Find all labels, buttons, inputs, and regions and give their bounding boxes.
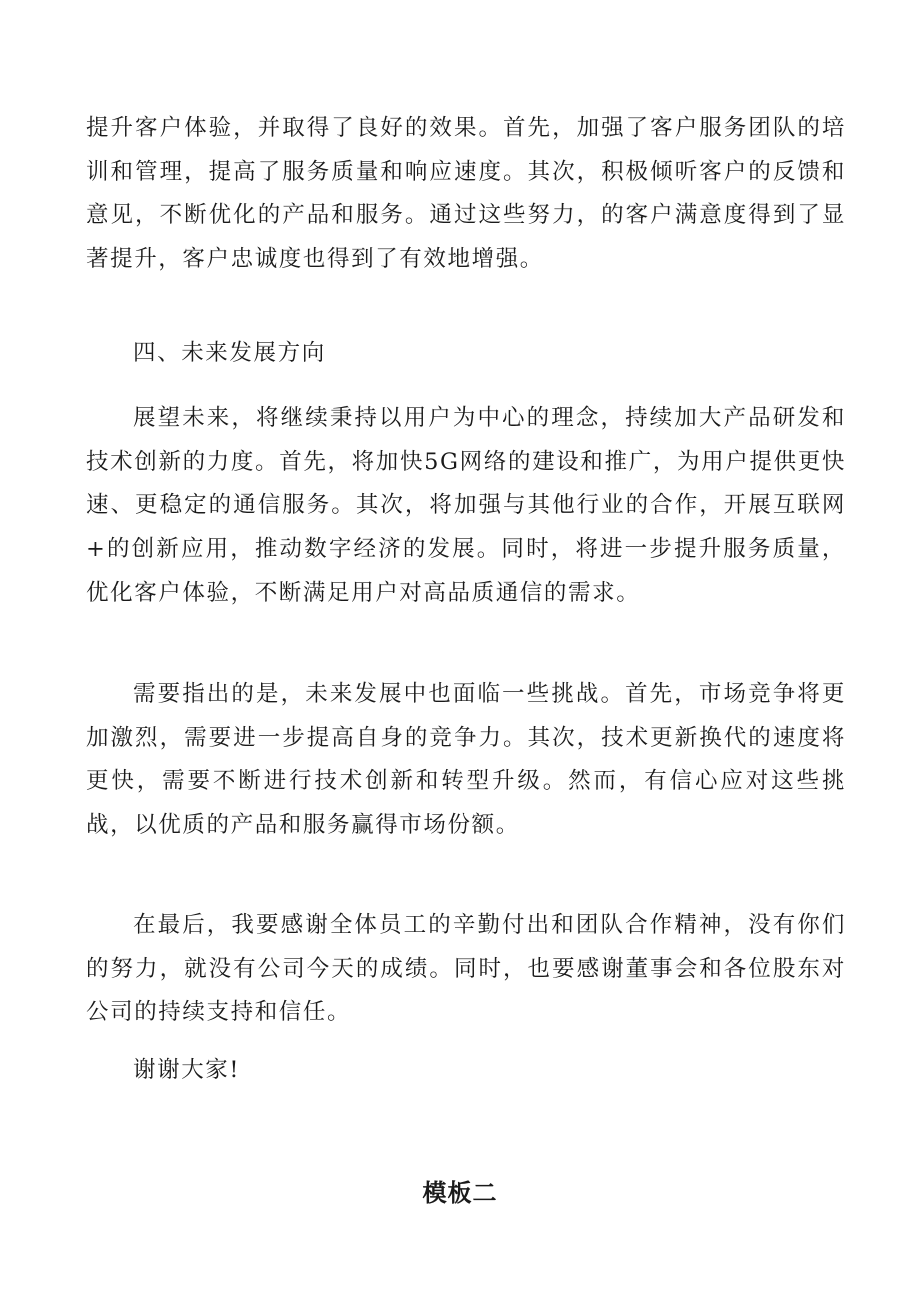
paragraph-challenges: 需要指出的是，未来发展中也面临一些挑战。首先，市场竞争将更加激烈，需要进一步提高自身的竞争力。其次，技术更新换代的速度将更快，需要不断进行技术创新和转型升级。然而，有信心应对这些挑战，以优质的产品和服务赢得市场份额。 <box>86 681 846 839</box>
template-title: 模板二 <box>422 1179 498 1207</box>
paragraph-customer-experience: 提升客户体验，并取得了良好的效果。首先，加强了客户服务团队的培训和管理，提高了服务质量和响应速度。其次，积极倾听客户的反馈和意见，不断优化的产品和服务。通过这些努力，的客户满意度得到了显著提升，客户忠诚度也得到了有效地增强。 <box>86 115 846 273</box>
paragraph-acknowledgements: 在最后，我要感谢全体员工的辛勤付出和团队合作精神，没有你们的努力，就没有公司今天的成绩。同时，也要感谢董事会和各位股东对公司的持续支持和信任。 <box>86 912 846 1026</box>
section-heading-future-direction: 四、未来发展方向 <box>133 340 326 366</box>
closing-thanks: 谢谢大家! <box>133 1057 241 1083</box>
paragraph-future-outlook: 展望未来，将继续秉持以用户为中心的理念，持续加大产品研发和技术创新的力度。首先，将加快5G网络的建设和推广，为用户提供更快速、更稳定的通信服务。其次，将加强与其他行业的合作，开展互联网+的创新应用，推动数字经济的发展。同时，将进一步提升服务质量，优化客户体验，不断满足用户对高品质通信的需求。 <box>86 405 846 606</box>
